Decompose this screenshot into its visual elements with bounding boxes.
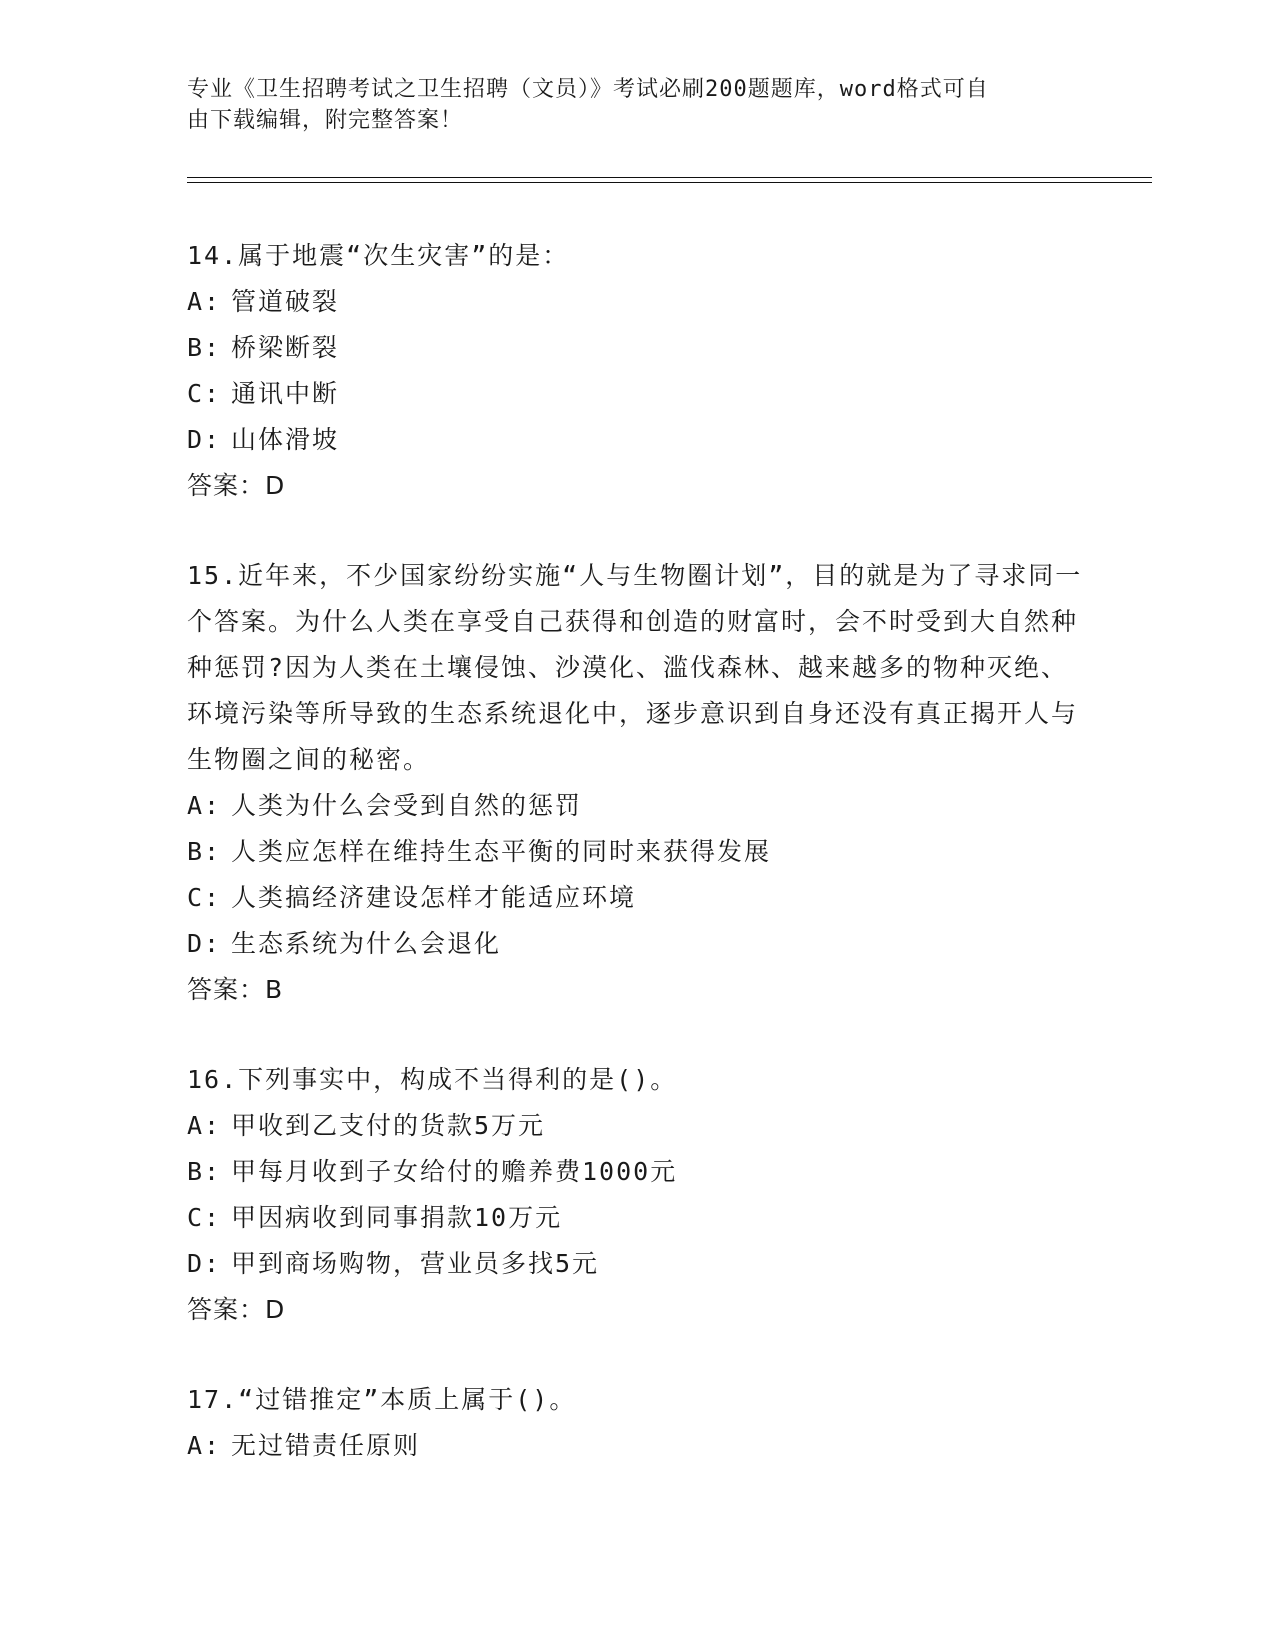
document-header [187,74,1067,136]
answer-line: 答案：B [187,975,284,1004]
option-letter: D: [187,929,222,958]
option-a [187,783,1087,829]
question-16 [187,1057,1087,1333]
option-letter: A: [187,287,222,316]
option-text: 桥梁断裂 [231,333,340,362]
option-text: 无过错责任原则 [231,1431,421,1460]
option-text: 人类为什么会受到自然的惩罚 [231,791,583,820]
option-letter: B: [187,333,222,362]
question-17 [187,1377,1087,1469]
option-letter: A: [187,1431,222,1460]
option-text: 甲因病收到同事捐款10万元 [231,1203,563,1232]
option-text: 甲每月收到子女给付的赡养费1000元 [231,1157,678,1186]
question-spacer [187,1333,1087,1377]
question-spacer [187,1013,1087,1057]
question-stem: 17.“过错推定”本质上属于()。 [187,1385,577,1414]
option-b [187,1149,1087,1195]
option-a [187,279,1087,325]
option-letter: C: [187,1203,222,1232]
header-line-1: 专业《卫生招聘考试之卫生招聘（文员）》考试必刷200题题库，word格式可自 [187,77,989,102]
option-text: 管道破裂 [231,287,340,316]
option-c [187,371,1087,417]
option-c [187,1195,1087,1241]
option-d [187,1241,1087,1287]
option-a [187,1103,1087,1149]
header-divider-bottom [187,182,1152,183]
question-spacer [187,509,1087,553]
option-text: 人类搞经济建设怎样才能适应环境 [231,883,637,912]
option-letter: D: [187,1249,222,1278]
option-text: 通讯中断 [231,379,340,408]
option-letter: B: [187,837,222,866]
question-stem: 15.近年来，不少国家纷纷实施“人与生物圈计划”，目的就是为了寻求同一个答案。为什么人类在享受自己获得和创造的财富时，会不时受到大自然种种惩罚?因为人类在土壤侵蚀、沙漠化、滥伐森林、越来越多的物种灭绝、环境污染等所导致的生态系统退化中，逐步意识到自身还没有真正揭开人与生物圈之间的秘密。 [187,561,1083,774]
option-a [187,1423,1087,1469]
option-letter: B: [187,1157,222,1186]
option-letter: A: [187,791,222,820]
question-14 [187,233,1087,509]
option-letter: C: [187,883,222,912]
option-d [187,921,1087,967]
question-list [187,233,1087,1469]
option-text: 山体滑坡 [231,425,340,454]
option-text: 生态系统为什么会退化 [231,929,502,958]
option-letter: C: [187,379,222,408]
header-line-2: 由下载编辑，附完整答案！ [187,108,464,133]
option-text: 甲到商场购物，营业员多找5元 [231,1249,600,1278]
option-b [187,325,1087,371]
option-c [187,875,1087,921]
question-stem: 14.属于地震“次生灾害”的是： [187,241,570,270]
option-d [187,417,1087,463]
header-divider-top [187,177,1152,178]
option-letter: A: [187,1111,222,1140]
answer-line: 答案：D [187,471,286,500]
question-stem: 16.下列事实中，构成不当得利的是()。 [187,1065,678,1094]
answer-line: 答案：D [187,1295,286,1324]
option-letter: D: [187,425,222,454]
option-b [187,829,1087,875]
option-text: 人类应怎样在维持生态平衡的同时来获得发展 [231,837,772,866]
question-15 [187,553,1087,1013]
option-text: 甲收到乙支付的货款5万元 [231,1111,546,1140]
